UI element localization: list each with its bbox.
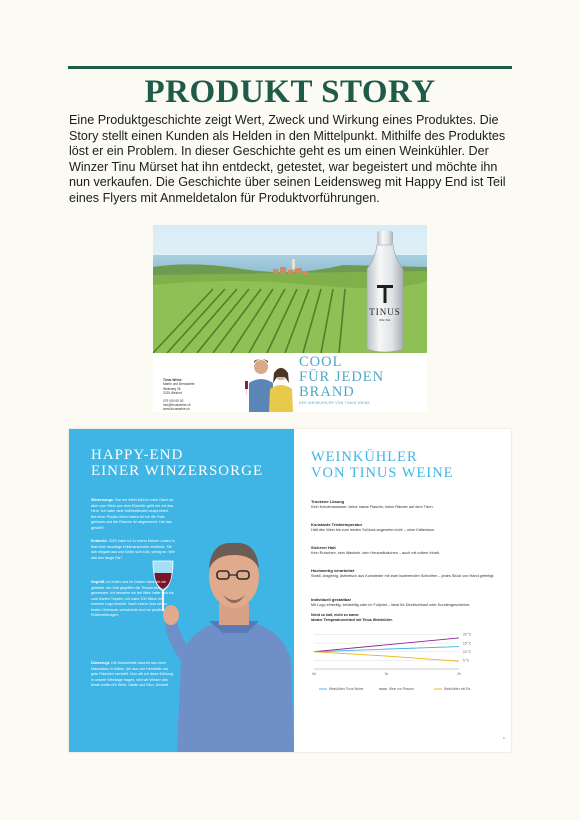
chart-x-tick-label: 0h (312, 672, 316, 676)
product-heading-line-2: VON TINUS WEINE (311, 465, 454, 481)
feature-text: Hält den Wein bis zum letzten Schluck angenehm kühl – ohne Kältestoss. (311, 528, 435, 532)
chart-legend-label: Wein nur Flasche (389, 687, 414, 692)
story-paragraph-text: Im Keller und im Garten habe ich sie getestet. Am Halt gegriffen die Temperatur gemessen. Ich bewahre sie bei Wein halte sich bis zum letzten Tropfen, ich habe 100 Stück mit meinem Logo bestellt. Nach einem Jahr schon ersten Gebrauch verschenkt und nur positive Rückmeldungen. (91, 580, 174, 617)
story-paragraph-lead: Entdeckt. (91, 539, 108, 543)
story-paragraph (91, 580, 175, 619)
feature-text: Kein Kondenswasser, keine nasse Flasche, keine Ränder auf dem Tisch. (311, 505, 434, 509)
chart-series-line (314, 652, 459, 662)
contact-line: Martin und Bernadette (163, 382, 195, 387)
contact-line: 079 000 00 00 (163, 398, 184, 403)
contact-line: info@tinusweine.ch (163, 403, 191, 408)
contact-line: Weinweg 36 (163, 386, 181, 391)
flyer-inside-spread (69, 429, 511, 752)
story-paragraph-text: Die Manschette stammt aus einer Manufaktur in Italien, die aus vier Hersteller nur gute Flaschen herstellt. Nun will ich diese Kühlung in unsere Weintage tragen, weil wir Winzer das beste wollen für Wein, Gäste und Sinn, Umwelt. (91, 661, 174, 687)
page-title: PRODUKT STORY (144, 74, 436, 110)
contact-line: 3215 Weinort (163, 391, 182, 396)
cover-headline-line-1: COOL (299, 354, 343, 370)
chart-title: Nicht zu kalt, nicht zu warm: idealer Temperaturverlauf mit Tinus Weinkühler. (311, 613, 393, 622)
contact-line: Tinus Weine (163, 378, 182, 382)
intro-paragraph: Eine Produktgeschichte zeigt Wert, Zweck und Wirkung eines Produktes. Die Story stellt einen Kunden als Helden in den Mittelpunkt. Mithilfe des Produktes löst er ein Problem. In dieser Geschichte geht es um einen Weinkühler. Der Winzer Tinu Mürset hat ihn entdeckt, getestet, war begeistert und möchte ihn nun verkaufen. Die Geschichte über seinen Leidensweg mit Happy End ist Teil eines Flyers mit Anmeldetalon für Produktvorführungen. (69, 113, 506, 205)
story-heading-line-2: EINER WINZERSORGE (91, 463, 264, 479)
chart-y-tick-label: 20 °C (463, 632, 472, 637)
bottle-brand-label: TINUS (369, 307, 401, 317)
cover-tagline: DER WEINKÜHLER VON TINUS WEINE (299, 401, 371, 405)
story-paragraph-lead: Überzeugt. (91, 661, 111, 665)
top-rule (68, 66, 512, 69)
story-paragraph-lead: Winzersorge. (91, 498, 115, 502)
story-paragraph-lead: Geprüft. (91, 580, 106, 584)
bottle-sub-label: WEINE (379, 319, 391, 322)
chart-x-tick-label: 1h (384, 672, 389, 676)
feature-text: Mit Logo einseitig, beidseitig oder im Fullprint – ideal für Direktverkauf oder Kundengeschenke. (311, 603, 471, 607)
chart-y-tick-label: 10 °C (463, 649, 472, 654)
feature-text: Stabil, langlebig, ästhetisch aus Kunstleder mit zwei isolierenden Schichten – jedes Stück von Hand gefertigt. (311, 574, 495, 578)
feature-title: Sicherer Halt (311, 545, 336, 550)
story-paragraph (91, 498, 175, 531)
product-heading-line-1: WEINKÜHLER (311, 449, 418, 465)
flyer-cover (153, 225, 427, 412)
story-heading-line-1: HAPPY-END (91, 447, 184, 463)
chart-x-tick-label: 2h (457, 672, 461, 676)
winemaker-couple-photo (241, 353, 305, 412)
feature-title: Trockene Lösung (311, 499, 345, 504)
chart-legend-label: Weinkühler Tinus Weine (329, 687, 364, 692)
chart-plot (309, 623, 504, 708)
vineyard-photo (153, 225, 427, 353)
story-paragraph-text: 2020 habe ich in einem kleinen Laden in Bad eine neuartige Kühlmanschette entdeckt. Sie sah elegant aus und fühlte sich kühl, wenig an. Wie das den lange Eis? (91, 539, 175, 560)
story-paragraph (91, 661, 175, 689)
chart-y-tick-label: 15 °C (463, 641, 472, 646)
cover-headline-line-3: BRAND (299, 384, 355, 400)
story-paragraph-text: Nur mir Wein kühl im mein Dach ist, aber vom Wein aus dem Eiskeller geht mir mit das Herz. Ich habe viele Kühlmethoden ausprobiert. Bei einer Proalin-Wein haben ist mir die Folie gerissen und die Flasche ist abgerutscht. Hat das gestört? (91, 498, 174, 530)
temperature-chart (309, 613, 504, 708)
chart-y-tick-label: 5 °C (463, 658, 470, 663)
page-number: 9 (503, 736, 505, 740)
chart-series-line (314, 647, 459, 652)
flyer-cover-footer (153, 353, 427, 412)
product-panel (294, 429, 511, 752)
story-paragraph (91, 539, 175, 561)
feature-title: Konstante Trinktemperatur (311, 522, 363, 527)
feature-title: Hochwertig verarbeitet (311, 568, 355, 573)
feature-text: Kein Rutschen, kein Wackeln, kein Herausflutschen – auch mit vollem Inhalt. (311, 551, 440, 555)
contact-line: www.tinusweine.ch (163, 407, 190, 412)
chart-series-line (314, 638, 459, 652)
chart-legend-label: Weinkühler mit Eis (444, 687, 471, 692)
contact-block (163, 378, 243, 412)
cover-headline-line-2: FÜR JEDEN (299, 369, 385, 385)
feature-title: Individuell gestaltbar (311, 597, 352, 602)
story-panel (69, 429, 294, 752)
